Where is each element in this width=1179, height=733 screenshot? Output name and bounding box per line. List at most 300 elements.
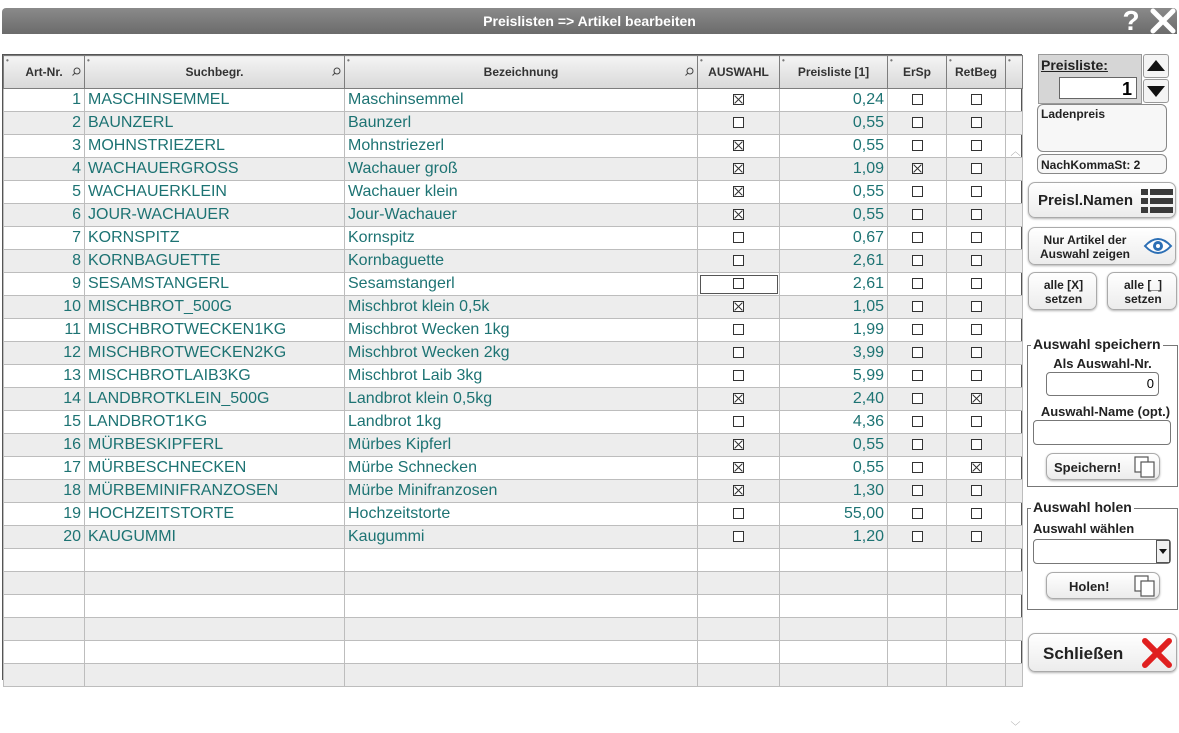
cell-ersp[interactable] xyxy=(888,204,947,227)
scroll-up-icon[interactable]: ︿ xyxy=(1010,147,1021,158)
retbeg-checkbox[interactable] xyxy=(971,485,982,496)
table-row[interactable] xyxy=(4,227,1023,250)
retbeg-checkbox[interactable] xyxy=(971,140,982,151)
table-row[interactable] xyxy=(4,181,1023,204)
col-header-suchbegr[interactable] xyxy=(85,56,345,89)
cell-extra xyxy=(1006,365,1023,388)
cell-ersp[interactable] xyxy=(888,319,947,342)
ersp-checkbox[interactable] xyxy=(912,393,923,404)
cell-preis[interactable]: 1,05 xyxy=(780,296,888,319)
ersp-checkbox[interactable] xyxy=(912,186,923,197)
cell-suchbegr: MASCHINSEMMEL xyxy=(85,89,345,112)
cell-retbeg[interactable] xyxy=(947,112,1006,135)
empty-cell xyxy=(85,641,345,664)
als-auswahl-label: Als Auswahl-Nr. xyxy=(1053,356,1152,371)
table-row[interactable] xyxy=(4,342,1023,365)
cell-suchbegr: LANDBROTKLEIN_500G xyxy=(85,388,345,411)
auswahl-checkbox[interactable] xyxy=(733,278,744,289)
cell-retbeg[interactable] xyxy=(947,250,1006,273)
empty-row[interactable] xyxy=(4,664,1023,687)
sort-dot-icon: • xyxy=(6,56,9,65)
ersp-checkbox[interactable] xyxy=(912,416,923,427)
cell-ersp[interactable] xyxy=(888,158,947,181)
cell-bezeichnung: Mürbe Schnecken xyxy=(345,457,698,480)
cell-auswahl[interactable] xyxy=(698,526,780,549)
copy-icon xyxy=(1134,456,1156,478)
col-header-bezeichnung[interactable] xyxy=(345,56,698,89)
cell-retbeg[interactable] xyxy=(947,388,1006,411)
list-icon xyxy=(1141,188,1173,214)
empty-cell xyxy=(4,641,85,664)
table-row[interactable] xyxy=(4,89,1023,112)
cell-extra xyxy=(1006,319,1023,342)
empty-cell xyxy=(345,572,698,595)
cell-extra xyxy=(1006,434,1023,457)
article-grid xyxy=(2,54,1022,733)
table-row[interactable] xyxy=(4,273,1023,296)
empty-cell xyxy=(888,618,947,641)
table-row[interactable] xyxy=(4,480,1023,503)
auswahl-checkbox[interactable] xyxy=(733,462,744,473)
cell-retbeg[interactable] xyxy=(947,204,1006,227)
cell-preis[interactable]: 0,55 xyxy=(780,135,888,158)
cell-retbeg[interactable] xyxy=(947,342,1006,365)
retbeg-checkbox[interactable] xyxy=(971,186,982,197)
nur-artikel-label: Nur Artikel der xyxy=(1043,233,1127,247)
cell-extra xyxy=(1006,503,1023,526)
cell-suchbegr: KORNSPITZ xyxy=(85,227,345,250)
empty-cell xyxy=(85,595,345,618)
cell-suchbegr: MÜRBEMINIFRANZOSEN xyxy=(85,480,345,503)
cell-bezeichnung: Maschinsemmel xyxy=(345,89,698,112)
cell-auswahl[interactable] xyxy=(698,204,780,227)
ersp-checkbox[interactable] xyxy=(912,255,923,266)
cell-auswahl[interactable] xyxy=(698,273,780,296)
cell-auswahl[interactable] xyxy=(698,388,780,411)
close-icon[interactable] xyxy=(1148,6,1178,36)
auswahl-speichern-title: Auswahl speichern xyxy=(1033,336,1161,352)
cell-bezeichnung: Wachauer klein xyxy=(345,181,698,204)
table-row[interactable] xyxy=(4,526,1023,549)
empty-cell xyxy=(4,618,85,641)
retbeg-checkbox[interactable] xyxy=(971,439,982,450)
cell-extra xyxy=(1006,158,1023,181)
ersp-checkbox[interactable] xyxy=(912,301,923,312)
empty-cell xyxy=(85,572,345,595)
cell-ersp[interactable] xyxy=(888,273,947,296)
cell-retbeg[interactable] xyxy=(947,181,1006,204)
ersp-checkbox[interactable] xyxy=(912,209,923,220)
ersp-checkbox[interactable] xyxy=(912,232,923,243)
grid-body xyxy=(4,89,1023,687)
retbeg-checkbox[interactable] xyxy=(971,94,982,105)
retbeg-checkbox[interactable] xyxy=(971,370,982,381)
empty-cell xyxy=(698,664,780,687)
empty-cell xyxy=(698,641,780,664)
cell-extra xyxy=(1006,181,1023,204)
cell-bezeichnung: Mischbrot Laib 3kg xyxy=(345,365,698,388)
empty-cell xyxy=(780,664,888,687)
cell-bezeichnung: Mischbrot Wecken 2kg xyxy=(345,342,698,365)
cell-preis[interactable]: 0,55 xyxy=(780,112,888,135)
auswahl-zeigen-label: Auswahl zeigen xyxy=(1039,247,1131,261)
cell-preis[interactable]: 2,61 xyxy=(780,273,888,296)
table-row[interactable] xyxy=(4,135,1023,158)
ersp-checkbox[interactable] xyxy=(912,278,923,289)
retbeg-checkbox[interactable] xyxy=(971,462,982,473)
cell-retbeg[interactable] xyxy=(947,158,1006,181)
auswahl-checkbox[interactable] xyxy=(733,370,744,381)
auswahl-checkbox[interactable] xyxy=(733,255,744,266)
arrow-up-icon xyxy=(1144,55,1168,77)
auswahl-name-input[interactable] xyxy=(1033,420,1171,445)
cell-artnr: 19 xyxy=(4,503,85,526)
scroll-down-icon[interactable]: ﹀ xyxy=(1010,722,1021,733)
cell-ersp[interactable] xyxy=(888,135,947,158)
ersp-checkbox[interactable] xyxy=(912,324,923,335)
empty-cell xyxy=(947,595,1006,618)
table-row[interactable] xyxy=(4,319,1023,342)
table-row[interactable] xyxy=(4,457,1023,480)
cell-retbeg[interactable] xyxy=(947,411,1006,434)
cell-artnr: 4 xyxy=(4,158,85,181)
auswahl-checkbox[interactable] xyxy=(733,324,744,335)
cell-extra xyxy=(1006,227,1023,250)
alle-x-label: alle [X] xyxy=(1043,278,1084,292)
empty-cell xyxy=(698,595,780,618)
empty-cell xyxy=(888,549,947,572)
ersp-checkbox[interactable] xyxy=(912,117,923,128)
retbeg-checkbox[interactable] xyxy=(971,255,982,266)
cell-artnr: 18 xyxy=(4,480,85,503)
col-header-ersp[interactable] xyxy=(888,56,947,89)
cell-preis[interactable]: 0,55 xyxy=(780,434,888,457)
speichern-button[interactable] xyxy=(1046,453,1160,480)
cell-auswahl[interactable] xyxy=(698,158,780,181)
cell-suchbegr: WACHAUERGROSS xyxy=(85,158,345,181)
retbeg-checkbox[interactable] xyxy=(971,393,982,404)
empty-cell xyxy=(345,549,698,572)
cell-suchbegr: WACHAUERKLEIN xyxy=(85,181,345,204)
auswahl-checkbox[interactable] xyxy=(733,416,744,427)
cell-artnr: 9 xyxy=(4,273,85,296)
table-row[interactable] xyxy=(4,112,1023,135)
empty-cell xyxy=(888,595,947,618)
ersp-checkbox[interactable] xyxy=(912,531,923,542)
alle-leer-setzen-button[interactable] xyxy=(1107,272,1177,310)
cell-auswahl[interactable] xyxy=(698,250,780,273)
empty-cell xyxy=(85,549,345,572)
empty-cell xyxy=(1006,549,1023,572)
cell-auswahl[interactable] xyxy=(698,181,780,204)
table-row[interactable] xyxy=(4,411,1023,434)
auswahl-checkbox[interactable] xyxy=(733,393,744,404)
cell-suchbegr: MÜRBESKIPFERL xyxy=(85,434,345,457)
cell-ersp[interactable] xyxy=(888,480,947,503)
col-header-label: Suchbegr. xyxy=(185,65,244,79)
schliessen-label: Schließen xyxy=(1043,644,1124,663)
cell-suchbegr: MISCHBROTWECKEN1KG xyxy=(85,319,345,342)
col-header-label: Preisliste [1] xyxy=(797,65,870,79)
table-row[interactable] xyxy=(4,158,1023,181)
col-header-preisliste[interactable] xyxy=(780,56,888,89)
empty-row[interactable] xyxy=(4,618,1023,641)
cell-retbeg[interactable] xyxy=(947,480,1006,503)
ersp-checkbox[interactable] xyxy=(912,508,923,519)
retbeg-checkbox[interactable] xyxy=(971,416,982,427)
auswahl-checkbox[interactable] xyxy=(733,485,744,496)
ersp-checkbox[interactable] xyxy=(912,485,923,496)
cell-ersp[interactable] xyxy=(888,181,947,204)
cell-extra xyxy=(1006,204,1023,227)
cell-retbeg[interactable] xyxy=(947,434,1006,457)
empty-cell xyxy=(698,549,780,572)
cell-auswahl[interactable] xyxy=(698,457,780,480)
col-header-label: Art-Nr. xyxy=(25,65,63,79)
cell-retbeg[interactable] xyxy=(947,365,1006,388)
cell-artnr: 6 xyxy=(4,204,85,227)
schliessen-button[interactable] xyxy=(1028,633,1177,672)
table-row[interactable] xyxy=(4,365,1023,388)
cell-artnr: 15 xyxy=(4,411,85,434)
search-icon[interactable] xyxy=(72,67,81,76)
ersp-checkbox[interactable] xyxy=(912,140,923,151)
cell-preis[interactable]: 0,24 xyxy=(780,89,888,112)
ersp-checkbox[interactable] xyxy=(912,462,923,473)
retbeg-checkbox[interactable] xyxy=(971,163,982,174)
cell-ersp[interactable] xyxy=(888,250,947,273)
empty-cell xyxy=(85,664,345,687)
eye-icon xyxy=(1143,234,1173,258)
cell-ersp[interactable] xyxy=(888,526,947,549)
cell-auswahl[interactable] xyxy=(698,296,780,319)
cell-auswahl[interactable] xyxy=(698,503,780,526)
cell-artnr: 1 xyxy=(4,89,85,112)
auswahl-checkbox[interactable] xyxy=(733,508,744,519)
empty-cell xyxy=(4,664,85,687)
cell-bezeichnung: Mischbrot klein 0,5k xyxy=(345,296,698,319)
chevron-down-icon[interactable] xyxy=(1156,540,1170,563)
preisliste-name: Ladenpreis xyxy=(1037,104,1167,152)
retbeg-checkbox[interactable] xyxy=(971,324,982,335)
empty-cell xyxy=(698,618,780,641)
ersp-checkbox[interactable] xyxy=(912,439,923,450)
cell-preis[interactable]: 4,36 xyxy=(780,411,888,434)
auswahl-checkbox[interactable] xyxy=(733,531,744,542)
empty-cell xyxy=(947,572,1006,595)
empty-row[interactable] xyxy=(4,595,1023,618)
retbeg-checkbox[interactable] xyxy=(971,301,982,312)
cell-preis[interactable]: 2,40 xyxy=(780,388,888,411)
cell-artnr: 3 xyxy=(4,135,85,158)
cell-preis[interactable]: 1,99 xyxy=(780,319,888,342)
cell-auswahl[interactable] xyxy=(698,411,780,434)
table-row[interactable] xyxy=(4,296,1023,319)
cell-preis[interactable]: 0,55 xyxy=(780,181,888,204)
preisliste-value[interactable]: 1 xyxy=(1059,77,1137,99)
cell-artnr: 7 xyxy=(4,227,85,250)
article-table xyxy=(3,55,1023,687)
sort-dot-icon: • xyxy=(1008,56,1011,65)
cell-ersp[interactable] xyxy=(888,365,947,388)
empty-cell xyxy=(947,664,1006,687)
cell-ersp[interactable] xyxy=(888,457,947,480)
cell-retbeg[interactable] xyxy=(947,227,1006,250)
auswahl-checkbox[interactable] xyxy=(733,209,744,220)
retbeg-checkbox[interactable] xyxy=(971,347,982,358)
cell-retbeg[interactable] xyxy=(947,135,1006,158)
col-header-label: Bezeichnung xyxy=(483,65,559,79)
auswahl-checkbox[interactable] xyxy=(733,117,744,128)
cell-artnr: 2 xyxy=(4,112,85,135)
cell-ersp[interactable] xyxy=(888,503,947,526)
auswahl-checkbox[interactable] xyxy=(733,163,744,174)
cell-preis[interactable]: 0,67 xyxy=(780,227,888,250)
cell-preis[interactable]: 1,09 xyxy=(780,158,888,181)
cell-ersp[interactable] xyxy=(888,296,947,319)
table-row[interactable] xyxy=(4,204,1023,227)
cell-extra xyxy=(1006,296,1023,319)
preisliste-down-button[interactable] xyxy=(1143,79,1169,103)
holen-button[interactable] xyxy=(1046,572,1160,599)
alle-x-setzen-button[interactable] xyxy=(1028,272,1097,310)
retbeg-checkbox[interactable] xyxy=(971,209,982,220)
empty-row[interactable] xyxy=(4,549,1023,572)
auswahl-checkbox[interactable] xyxy=(733,232,744,243)
cell-ersp[interactable] xyxy=(888,434,947,457)
empty-cell xyxy=(4,572,85,595)
cell-ersp[interactable] xyxy=(888,227,947,250)
table-row[interactable] xyxy=(4,503,1023,526)
retbeg-checkbox[interactable] xyxy=(971,232,982,243)
cell-auswahl[interactable] xyxy=(698,319,780,342)
cell-retbeg[interactable] xyxy=(947,526,1006,549)
cell-auswahl[interactable] xyxy=(698,434,780,457)
cell-retbeg[interactable] xyxy=(947,319,1006,342)
cell-preis[interactable]: 1,30 xyxy=(780,480,888,503)
auswahl-checkbox[interactable] xyxy=(733,186,744,197)
table-row[interactable] xyxy=(4,250,1023,273)
cell-preis[interactable]: 0,55 xyxy=(780,457,888,480)
alle-leer-label: alle [_] xyxy=(1123,278,1162,292)
empty-cell xyxy=(1006,664,1023,687)
col-header-retbeg[interactable] xyxy=(947,56,1006,89)
cell-extra xyxy=(1006,250,1023,273)
auswahl-waehlen-select[interactable] xyxy=(1033,539,1171,564)
cell-bezeichnung: Kornspitz xyxy=(345,227,698,250)
cell-retbeg[interactable] xyxy=(947,457,1006,480)
search-icon[interactable] xyxy=(685,67,694,76)
arrow-down-icon xyxy=(1144,80,1168,102)
ersp-checkbox[interactable] xyxy=(912,347,923,358)
cell-retbeg[interactable] xyxy=(947,296,1006,319)
empty-cell xyxy=(345,595,698,618)
empty-row[interactable] xyxy=(4,572,1023,595)
cell-preis[interactable]: 55,00 xyxy=(780,503,888,526)
cell-artnr: 13 xyxy=(4,365,85,388)
retbeg-checkbox[interactable] xyxy=(971,117,982,128)
cell-retbeg[interactable] xyxy=(947,89,1006,112)
empty-cell xyxy=(780,549,888,572)
cell-ersp[interactable] xyxy=(888,342,947,365)
col-header-label: ErSp xyxy=(902,65,931,79)
auswahl-checkbox[interactable] xyxy=(733,301,744,312)
nachkomma-stellen: NachKommaSt: 2 xyxy=(1037,154,1167,174)
cell-artnr: 20 xyxy=(4,526,85,549)
cell-ersp[interactable] xyxy=(888,89,947,112)
col-header-auswahl[interactable] xyxy=(698,56,780,89)
cell-suchbegr: BAUNZERL xyxy=(85,112,345,135)
empty-cell xyxy=(345,664,698,687)
help-icon[interactable]: ? xyxy=(1122,5,1140,36)
cell-bezeichnung: Mürbe Minifranzosen xyxy=(345,480,698,503)
cell-auswahl[interactable] xyxy=(698,227,780,250)
cell-preis[interactable]: 3,99 xyxy=(780,342,888,365)
cell-bezeichnung: Mürbes Kipferl xyxy=(345,434,698,457)
table-row[interactable] xyxy=(4,388,1023,411)
ersp-checkbox[interactable] xyxy=(912,163,923,174)
preisl-namen-button[interactable] xyxy=(1028,182,1176,218)
empty-cell xyxy=(4,549,85,572)
cell-ersp[interactable] xyxy=(888,411,947,434)
cell-auswahl[interactable] xyxy=(698,342,780,365)
als-auswahl-input[interactable]: 0 xyxy=(1046,372,1159,396)
cell-auswahl[interactable] xyxy=(698,480,780,503)
search-icon[interactable] xyxy=(332,67,341,76)
cell-extra xyxy=(1006,273,1023,296)
preisl-namen-label: Preisl.Namen xyxy=(1038,192,1134,209)
cell-ersp[interactable] xyxy=(888,388,947,411)
cell-retbeg[interactable] xyxy=(947,503,1006,526)
cell-artnr: 10 xyxy=(4,296,85,319)
window-title: Preislisten => Artikel bearbeiten xyxy=(483,13,696,29)
auswahl-checkbox[interactable] xyxy=(733,439,744,450)
col-header-extra xyxy=(1006,56,1023,89)
ersp-checkbox[interactable] xyxy=(912,370,923,381)
cell-preis[interactable]: 0,55 xyxy=(780,204,888,227)
col-header-artnr[interactable] xyxy=(4,56,85,89)
cell-auswahl[interactable] xyxy=(698,112,780,135)
cell-preis[interactable]: 2,61 xyxy=(780,250,888,273)
cell-retbeg[interactable] xyxy=(947,273,1006,296)
cell-suchbegr: MOHNSTRIEZERL xyxy=(85,135,345,158)
retbeg-checkbox[interactable] xyxy=(971,531,982,542)
empty-row[interactable] xyxy=(4,641,1023,664)
cell-bezeichnung: Landbrot klein 0,5kg xyxy=(345,388,698,411)
empty-cell xyxy=(345,641,698,664)
cell-auswahl[interactable] xyxy=(698,135,780,158)
retbeg-checkbox[interactable] xyxy=(971,508,982,519)
ersp-checkbox[interactable] xyxy=(912,94,923,105)
nur-auswahl-zeigen-button[interactable] xyxy=(1028,227,1176,265)
cell-suchbegr: MISCHBROT_500G xyxy=(85,296,345,319)
auswahl-checkbox[interactable] xyxy=(733,347,744,358)
cell-auswahl[interactable] xyxy=(698,365,780,388)
table-row[interactable] xyxy=(4,434,1023,457)
cell-ersp[interactable] xyxy=(888,112,947,135)
preisliste-up-button[interactable] xyxy=(1143,54,1169,78)
cell-preis[interactable]: 5,99 xyxy=(780,365,888,388)
cell-preis[interactable]: 1,20 xyxy=(780,526,888,549)
auswahl-checkbox[interactable] xyxy=(733,140,744,151)
sort-dot-icon: • xyxy=(890,56,893,65)
retbeg-checkbox[interactable] xyxy=(971,278,982,289)
cell-auswahl[interactable] xyxy=(698,89,780,112)
setzen-label: setzen xyxy=(1044,292,1083,306)
cell-bezeichnung: Wachauer groß xyxy=(345,158,698,181)
auswahl-waehlen-label: Auswahl wählen xyxy=(1033,521,1135,536)
auswahl-checkbox[interactable] xyxy=(733,94,744,105)
